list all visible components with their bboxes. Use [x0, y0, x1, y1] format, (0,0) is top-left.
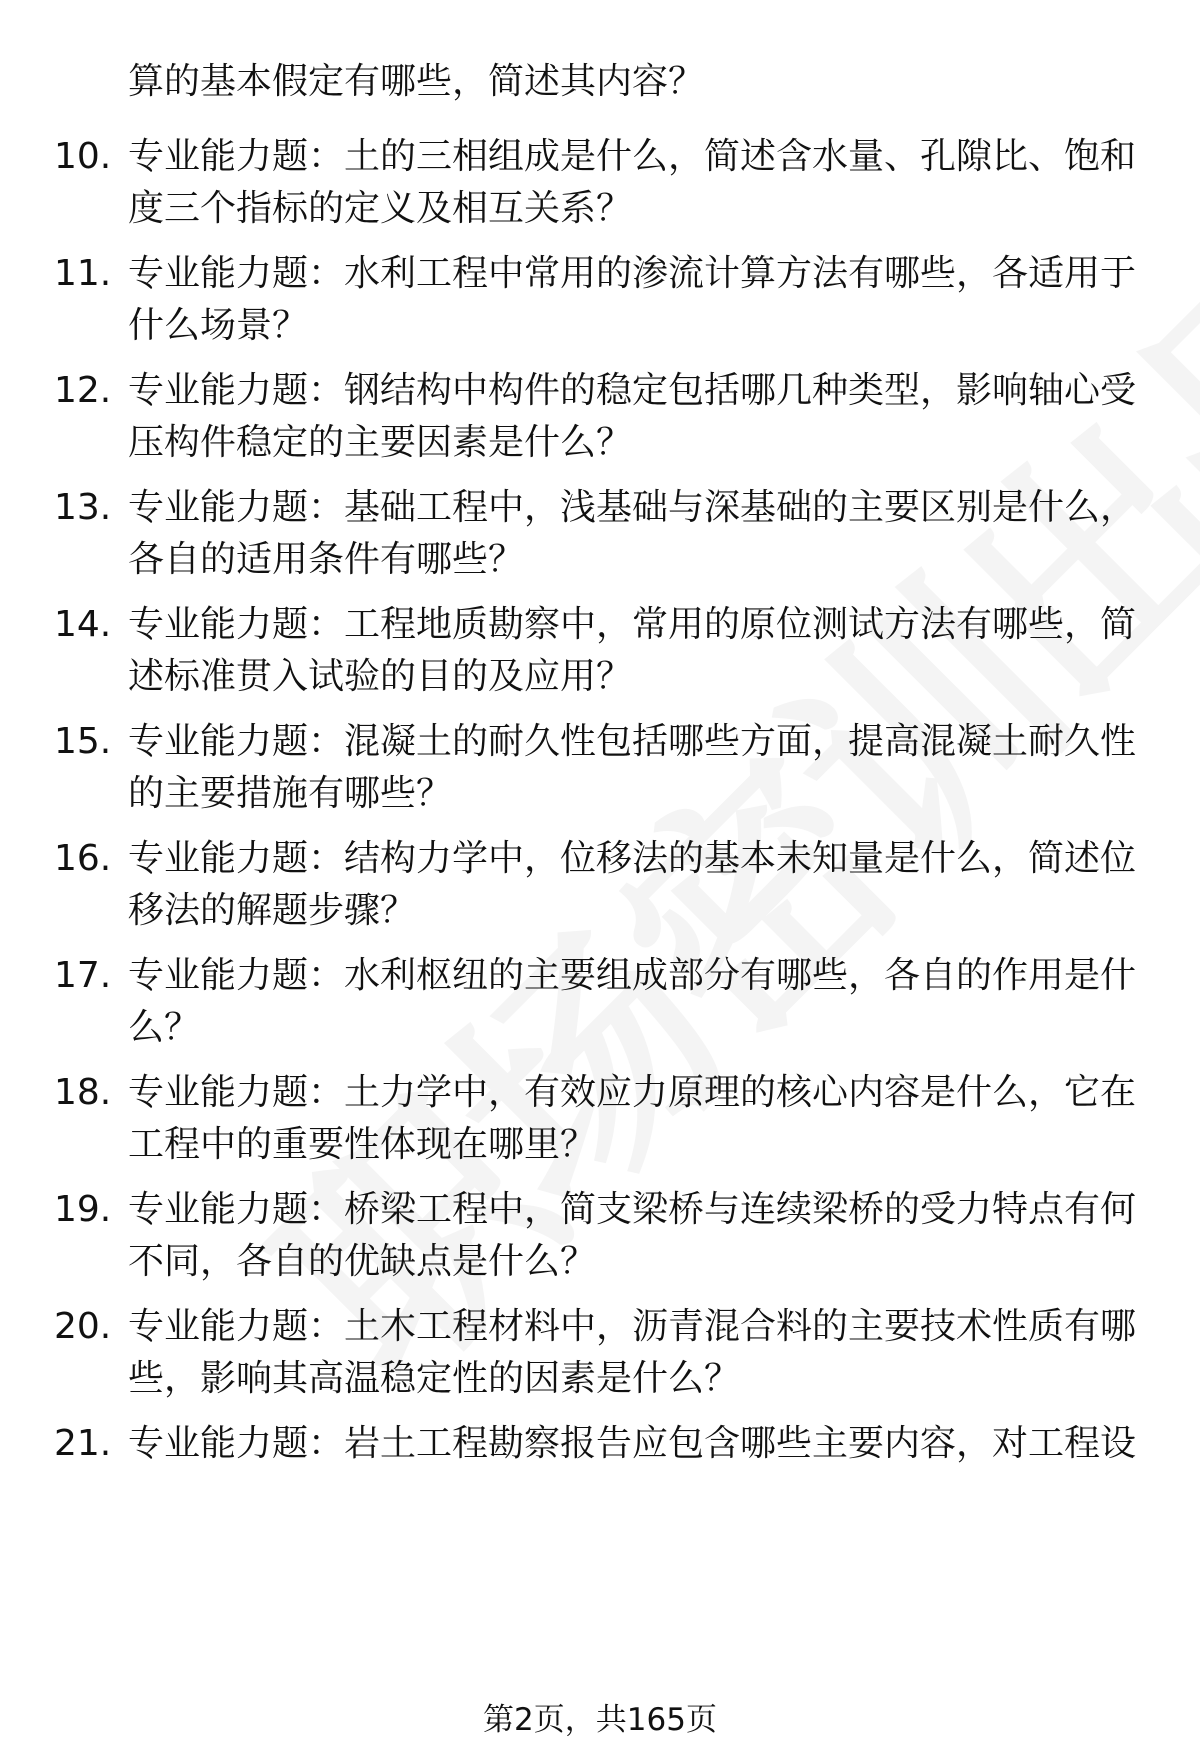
question-text: 专业能力题：土的三相组成是什么，简述含水量、孔隙比、饱和度三个指标的定义及相互关系？ — [128, 136, 1137, 229]
question-number: 16. — [54, 838, 112, 879]
question-text: 专业能力题：水利枢纽的主要组成部分有哪些，各自的作用是什么？ — [128, 955, 1137, 1048]
question-text: 专业能力题：桥梁工程中，简支梁桥与连续梁桥的受力特点有何不同，各自的优缺点是什么？ — [128, 1189, 1137, 1282]
question-text: 专业能力题：土力学中，有效应力原理的核心内容是什么，它在工程中的重要性体现在哪里？ — [128, 1072, 1137, 1165]
question-number: 20. — [54, 1306, 112, 1347]
question-text: 专业能力题：水利工程中常用的渗流计算方法有哪些，各适用于什么场景？ — [128, 253, 1137, 346]
continued-question-text: 算的基本假定有哪些，简述其内容？ — [128, 61, 705, 102]
question-text: 专业能力题：钢结构中构件的稳定包括哪几种类型，影响轴心受压构件稳定的主要因素是什么？ — [128, 370, 1137, 463]
question-number: 12. — [54, 370, 112, 411]
question-text: 专业能力题：岩土工程勘察报告应包含哪些主要内容，对工程设 — [128, 1423, 1137, 1464]
question-text: 专业能力题：基础工程中，浅基础与深基础的主要区别是什么，各自的适用条件有哪些？ — [128, 487, 1137, 580]
question-text: 专业能力题：混凝土的耐久性包括哪些方面，提高混凝土耐久性的主要措施有哪些？ — [128, 721, 1137, 814]
question-text: 专业能力题：工程地质勘察中，常用的原位测试方法有哪些，简述标准贯入试验的目的及应用？ — [128, 604, 1137, 697]
question-number: 14. — [54, 604, 112, 645]
question-number: 15. — [54, 721, 112, 762]
question-number: 13. — [54, 487, 112, 528]
question-number: 21. — [54, 1423, 112, 1464]
question-number: 17. — [54, 955, 112, 996]
question-text: 专业能力题：结构力学中，位移法的基本未知量是什么，简述位移法的解题步骤？ — [128, 838, 1137, 931]
question-text: 专业能力题：土木工程材料中，沥青混合料的主要技术性质有哪些，影响其高温稳定性的因素是什么？ — [128, 1306, 1137, 1399]
page-footer: 第2页，共165页 — [483, 1702, 717, 1738]
question-number: 19. — [54, 1189, 112, 1230]
question-number: 18. — [54, 1072, 112, 1113]
question-number: 11. — [54, 253, 112, 294]
question-number: 10. — [54, 136, 112, 177]
